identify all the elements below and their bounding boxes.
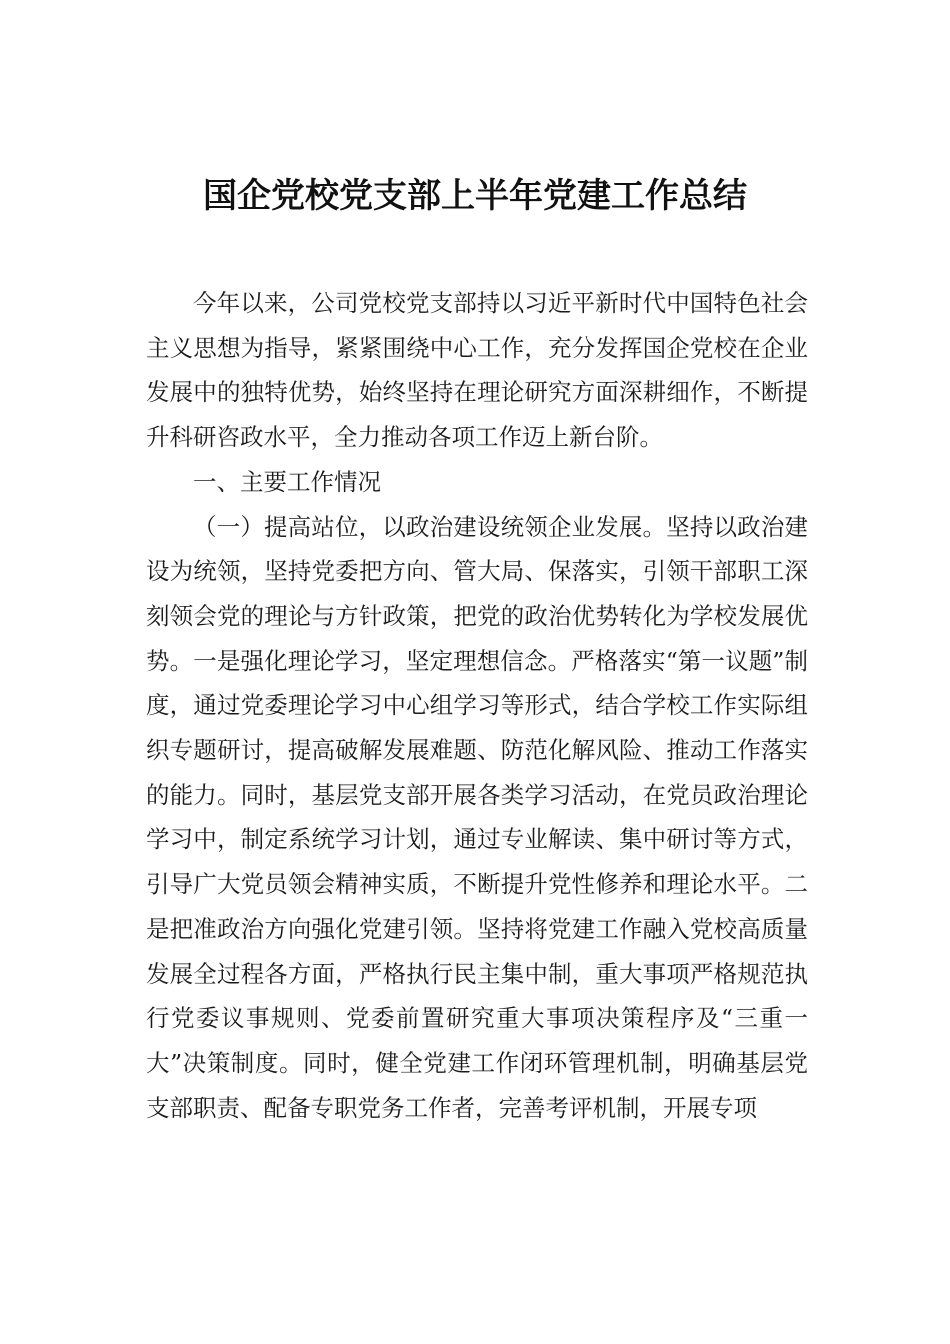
document-title: 国企党校党支部上半年党建工作总结 [203,176,747,216]
section-heading: 一、主要工作情况 [193,467,381,496]
intro-paragraph: 今年以来，公司党校党支部持以习近平新时代中国特色社会主义思想为指导，紧紧围绕中心工作，充分发挥国企党校在企业发展中的独特优势，始终坚持在理论研究方面深耕细作，不断提升科研咨政水平，全力推动各项工作迈上新台阶。 [146,289,808,452]
section-paragraph: （一）提高站位，以政治建设统领企业发展。坚持以政治建设为统领，坚持党委把方向、管大局、保落实，引领干部职工深刻领会党的理论与方针政策，把党的政治优势转化为学校发展优势。一是强化理论学习，坚定理想信念。严格落实“第一议题”制度，通过党委理论学习中心组学习等形式，结合学校工作实际组织专题研讨，提高破解发展难题、防范化解风险、推动工作落实的能力。同时，基层党支部开展各类学习活动，在党员政治理论学习中，制定系统学习计划，通过专业解读、集中研讨等方式，引导广大党员领会精神实质，不断提升党性修养和理论水平。二是把准政治方向强化党建引领。坚持将党建工作融入党校高质量发展全过程各方面，严格执行民主集中制，重大事项严格规范执行党委议事规则、党委前置研究重大事项决策程序及“三重一大”决策制度。同时，健全党建工作闭环管理机制，明确基层党支部职责、配备专职党务工作者，完善考评机制，开展专项 [146,512,808,1122]
document-body [146,281,808,1130]
